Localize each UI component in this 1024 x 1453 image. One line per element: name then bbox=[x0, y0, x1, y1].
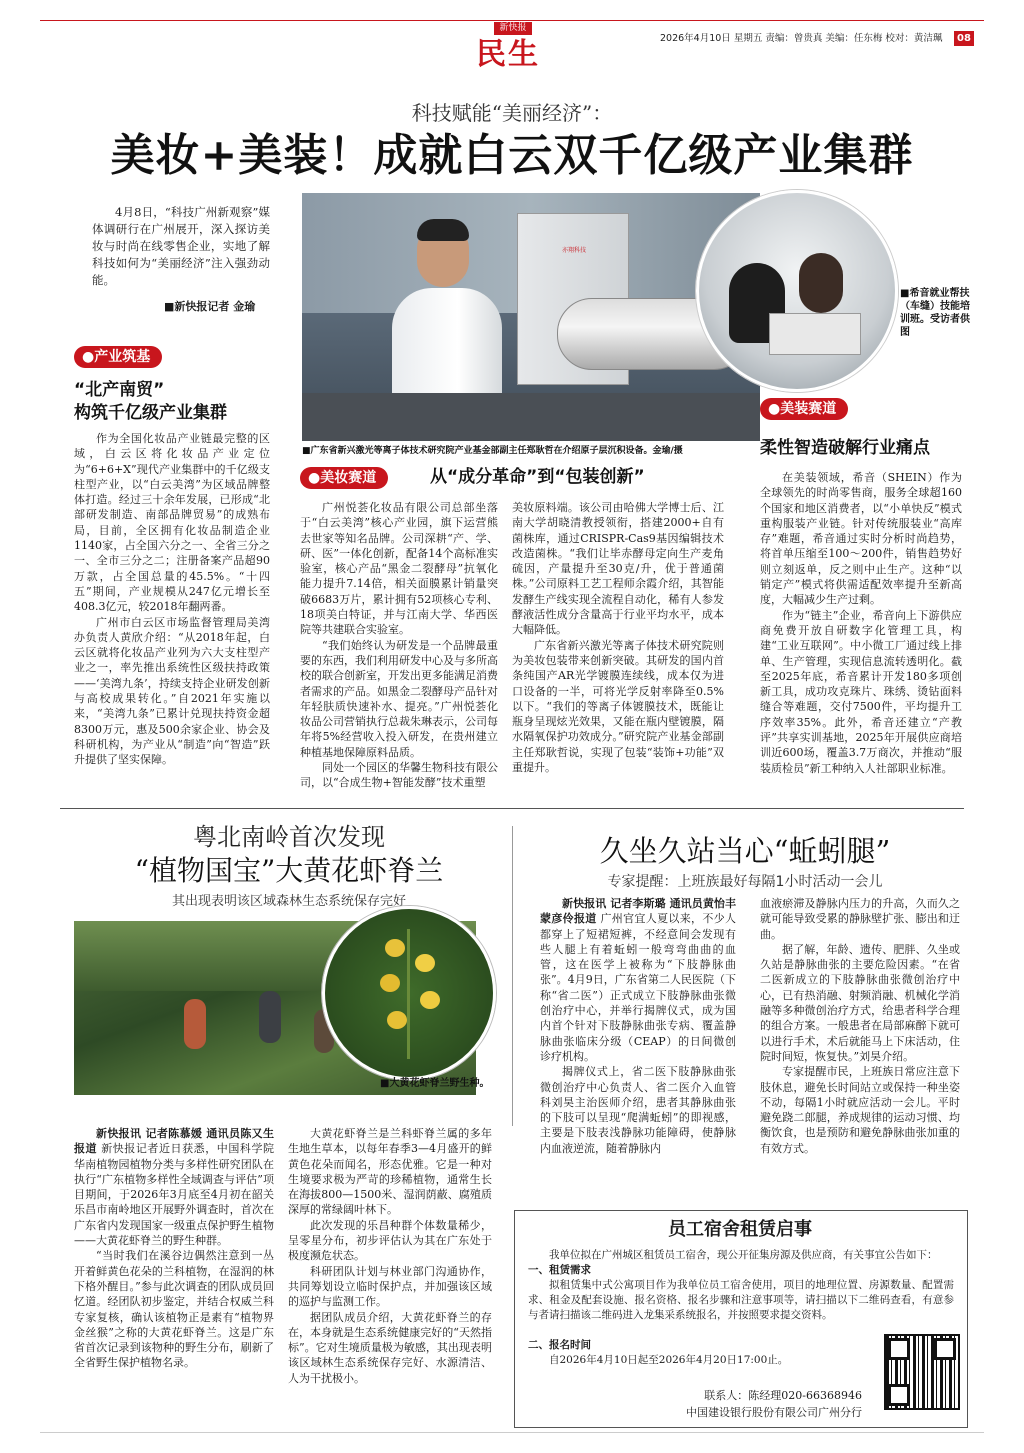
orchid-title-1: 粤北南岭首次发现 bbox=[193, 823, 385, 851]
orchid-stem bbox=[407, 929, 410, 1059]
orchid-bloom-2 bbox=[415, 954, 435, 972]
notice-contact: 联系人：陈经理020-66368946 bbox=[704, 1389, 862, 1402]
lab-floor bbox=[302, 393, 760, 441]
legs-title: 久坐久站当心“蚯蚓腿” bbox=[599, 834, 891, 868]
legs-col-2: 血液瘀滞及静脉内压力的升高，久而久之就可能导致受累的静脉壁扩张、膨出和迂曲。 据了解，年龄、遗传、肥胖、久坐或久站是静脉曲张的主要危险因素。“在省二医新成立的下肢静脉曲张微创治疗中心，已有热消融、射频消融、机械化学消融等多种微创治疗方式，给患者科学合理的组合方案。一般患者在局部麻醉下就可以进行手术，术后就能马上下床活动，住院时间短，恢复快。”刘昊介绍。 专家提醒市民，上班族日常应注意下肢休息，避免长时间站立或保持一种坐姿不动，每隔1小时就应活动一会儿。平时避免跷二郎腿，养成规律的运动习惯、均衡饮食，也是预防和避免静脉曲张加重的有效方式。 bbox=[760, 897, 960, 1155]
section-name: 民生 bbox=[476, 37, 540, 72]
sec3-title: 柔性智造破解行业痛点 bbox=[760, 438, 930, 458]
sec2-col-1: 广州悦荟化妆品有限公司总部坐落于“白云美湾”核心产业园，旗下运营熊去世家等知名品牌。公司深耕“产、学、研、医”一体化创新，配备14个高标准实验室，核心产品“黑金二裂酵母”抗氧化能力提升7.14倍，相关面膜累计销量突破6683万片，累计拥有52项核心专利、18项美白特证，并与江南大学、华西医院等共建联合实验室。 “我们始终认为研发是一个品牌最重要的东西，我们利用研发中心及与多所高校的联合创新室，开发出更多能满足消费者需求的产品。如黑金二裂酵母产品针对年轻肤质快速补水、提亮。”广州悦荟化妆品公司营销执行总裁朱琳表示，公司每年将5%经营收入投入研发，在贵州建立种植基地保障原料品质。 同处一个园区的华馨生物科技有限公司，以“合成生物+智能发酵”技术重塑 bbox=[300, 501, 498, 790]
frame-bottom-line bbox=[40, 1432, 984, 1433]
notice-qr-code[interactable] bbox=[884, 1334, 960, 1410]
photo-side-caption: ■希音就业帮扶（车缝）技能培训班。受访者供图 bbox=[900, 288, 970, 338]
orchid-bloom-1 bbox=[385, 939, 405, 957]
orchid-byline: 新快报讯 记者陈慕媛 通讯员陈又生报道 bbox=[74, 1127, 274, 1156]
frame-top-line bbox=[40, 20, 984, 21]
qr-finder-bl bbox=[888, 1384, 910, 1406]
sec1-body: 作为全国化妆品产业链最完整的区域，白云区将化妆品产业定位为“6+6+X”现代产业集群中的千亿级支柱型产业，以“白云美湾”为区域品牌整体打造。经过三十余年发展，已形成“北部研发制造、南部品牌贸易”的成熟布局，目前，全区拥有化妆品制造企业1140家，占全国六分之一、全省三分之一、全市三分之二；注册备案产品超90万款，占全国总量的45.5%。“十四五”期间，产业规模从247亿元增长至408.3亿元，较2018年翻两番。 广州市白云区市场监督管理局美湾办负责人黄欣介绍：“从2018年起，白云区就将化妆品产业列为六大支柱型产业之一，率先推出系统性区级扶持政策——‘美湾九条’，持续支持企业研发创新与高校成果转化。”自2021年实施以来，“美湾九条”已累计兑现扶持资金超8300万元，惠及500余家企业、协会及科研机构，为产业从“制造”向“智造”跃升提供了坚实保障。 bbox=[74, 432, 270, 767]
orchid-bloom-3 bbox=[380, 974, 400, 992]
legs-para-1: 广州官宜人夏以来，不少人都穿上了短裙短裤，不经意间会发现有些人腿上有着蚯蚓一般弯弯曲曲的血管，这在医学上被称为“下肢静脉曲张”。4月9日，广东省第二人民医院（下称“省二医”）正式成立下肢静脉曲张微创治疗中心，并举行揭牌仪式，成为国内首个针对下肢静脉曲张专病、覆盖静脉曲张临床分级（CEAP）的日间微创诊疗机构。 bbox=[540, 912, 737, 1063]
page-number: 08 bbox=[954, 31, 974, 46]
orchid-para-1: 新快报记者近日获悉，中国科学院华南植物园植物分类与多样性研究团队在执行“广东植物多样性全域调查与评估”项目期间，于2026年3月底至4月初在韶关乐昌市南岭地区开展野外调查时，首次在广东省内发现国家一级重点保护野生植物——大黄花虾脊兰的野生种群。 bbox=[74, 1142, 275, 1248]
trainee-2 bbox=[799, 253, 843, 313]
photo-main-caption: ■广东省新兴激光等离子体技术研究院产业基金部副主任郑耿哲在介绍原子层沉积设备。金瑜/摄 bbox=[302, 446, 683, 456]
divider-mid bbox=[60, 808, 964, 809]
lead-intro: 4月8日，“科技广州新观察”媒体调研行在广州展开，深入探访美妆与时尚在线零售企业，实地了解科技如何为“美丽经济”注入强劲动能。 bbox=[92, 205, 270, 287]
orchid-title-2: “植物国宝”大黄花虾脊兰 bbox=[134, 854, 444, 887]
legs-col-1: 新快报讯 记者李斯璐 通讯员黄怡丰 蒙彦伶报道 广州官宜人夏以来，不少人都穿上了短裙短裤，不经意间会发现有些人腿上有着蚯蚓一般弯弯曲曲的血管，这在医学上被称为“下肢静脉曲张”。4月9日，广东省第二人民医院（下称“省二医”）正式成立下肢静脉曲张微创治疗中心，并举行揭牌仪式，成为国内首个针对下肢静脉曲张专病、覆盖静脉曲张临床分级（CEAP）的日间微创诊疗机构。 揭牌仪式上，省二医下肢静脉曲张微创治疗中心负责人、省二医介入血管科刘昊主治医师介绍，患者其静脉曲张的下肢可以呈现“爬满蚯蚓”的即视感，主要是下肢表浅静脉功能障碍，使静脉内血液逆流，随着静脉内 bbox=[540, 897, 737, 1155]
section-badge: 新快报 bbox=[494, 22, 532, 35]
lead-headline: 美妆+美装！成就白云双千亿级产业集群 bbox=[110, 130, 914, 181]
notice-dates: 二、报名时间 自2026年4月10日起至2026年4月20日17:00止。 bbox=[528, 1339, 789, 1366]
researcher-2 bbox=[259, 991, 281, 1043]
lead-kicker: 科技赋能“美丽经济”： bbox=[411, 101, 613, 125]
notice-body: 我单位拟在广州城区租赁员工宿舍，现公开征集房源及供应商，有关事宜公告如下： 一、租赁需求 拟租赁集中式公寓项目作为我单位员工宿舍使用，项目的地理位置、房源数量、配置需求、租金及配套设施、报名资格、报名步骤和注意事项等，请扫描以下二维码查看，有意参与者请扫描该二维码进入龙集采系统报名，并按照要求提交资料。 bbox=[528, 1249, 954, 1321]
sec2-col-2: 美妆原料端。该公司由哈佛大学博士后、江南大学胡晓清教授领衔，搭建2000+自有菌株库，通过CRISPR-Cas9基因编辑技术改造菌株。“我们让毕赤酵母定向生产麦角硫因，产量提升至30克/升，优于普通菌株。”公司原料工艺工程师余霞介绍，其智能发酵生产线实现全流程自动化，稀有人参发酵液活性成分含量高于行业平均水平，成本大幅降低。 广东省新兴激光等离子体技术研究院则为美妆包装带来创新突破。其研发的国内首条纯国产AR光学镀膜连续线，成本仅为进口设备的一半，可将光学反射率降至0.5%以下。“我们的等离子体镀膜技术，既能让瓶身呈现炫光效果，又能在瓶内壁镀膜，隔水隔氧保护功效成分。”研究院产业基金部副主任郑耿哲说，实现了包装“装饰+功能”双重提升。 bbox=[512, 501, 724, 775]
machine-logo: 亦翔科技 bbox=[561, 247, 586, 254]
presenter-hair bbox=[417, 219, 469, 241]
photo-lab-equipment bbox=[302, 193, 760, 441]
sec2-title: 从“成分革命”到“包装创新” bbox=[430, 467, 645, 487]
lead-byline: ■新快报记者 金瑜 bbox=[164, 300, 256, 313]
sec3-body: 在美装领域，希音（SHEIN）作为全球领先的时尚零售商，服务全球超160个国家和地区消费者，以“小单快反”模式重构服装产业链。针对传统服装业“高库存”难题，希音通过实时分析时尚趋势，将首单压缩至100～200件，销售趋势好则立刻返单，反之则中止生产。这种“以销定产”模式将供需适配效率提升至新高度，大幅减少生产过剩。 作为“链主”企业，希音向上下游供应商免费开放自研数字化管理工具，构建“工业互联网”。中小微工厂通过线上排单、生产管理，实现信息流转透明化。截至2025年底，希音累计开发180多项创新工具，成功攻克珠片、珠绣、烫钻面料缝合等难题，交付7500件，平均提升工序效率35%。此外，希音还建立“产教评”共享实训基地，2025年开展供应商培训近600场，覆盖3.7万商次，并推动“服装质检员”新工种纳入人社部职业标准。 bbox=[760, 471, 962, 775]
sewing-machine bbox=[769, 313, 861, 355]
notice-org: 中国建设银行股份有限公司广州分行 bbox=[686, 1406, 862, 1419]
orchid-col-2: 大黄花虾脊兰是兰科虾脊兰属的多年生地生草本，以每年春季3—4月盛开的鲜黄色花朵而闻名，形态优雅。它是一种对生境要求极为严苛的珍稀植物，通常生长在海拔800—1500米、湿润荫蔽、腐殖质深厚的常绿阔叶林下。 此次发现的乐昌种群个体数量稀少，呈零星分布，初步评估认为其在广东处于极度濒危状态。 科研团队计划与林业部门沟通协作，共同筹划设立临时保护点，并加强该区域的巡护与监测工作。 据团队成员介绍，大黄花虾脊兰的存在，本身就是生态系统健康完好的“天然指标”。它对生境质量极为敏感，其出现表明该区域林生态系统保存完好、水源清洁、人为干扰极小。 bbox=[288, 1127, 492, 1385]
photo-orchid-flower bbox=[322, 906, 496, 1080]
orchid-subtitle: 其出现表明该区域森林生态系统保存完好 bbox=[171, 894, 406, 909]
orchid-bloom-4 bbox=[420, 991, 440, 1009]
sec1-title-2: 构筑千亿级产业集群 bbox=[74, 403, 227, 423]
tag-cosmetics-track: ●美妆赛道 bbox=[300, 467, 388, 489]
sec1-title-1: “北产南贸” bbox=[74, 380, 165, 400]
page-info: 2026年4月10日 星期五 责编：曾贵真 美编：任东梅 校对：黄洁珮 bbox=[660, 33, 943, 44]
photo-sewing-training bbox=[696, 190, 898, 392]
qr-finder-tr bbox=[934, 1338, 956, 1360]
orchid-col-1: 新快报讯 记者陈慕媛 通讯员陈又生报道 新快报记者近日获悉，中国科学院华南植物园植物分类与多样性研究团队在执行“广东植物多样性全域调查与评估”项目期间，于2026年3月底至4月初在韶关乐昌市南岭地区开展野外调查时，首次在广东省内发现国家一级重点保护野生植物——大黄花虾脊兰的野生种群。 “当时我们在溪谷边偶然注意到一丛开着鲜黄色花朵的兰科植物，在湿润的林下格外醒目。”参与此次调查的团队成员回忆道。经团队初步鉴定，并结合权威兰科专家复核，确认该植物正是素有“植物界金丝猴”之称的大黄花虾脊兰。这是广东省首次记录到该物种的野生分布，刷新了全省野生保护植物名录。 bbox=[74, 1127, 275, 1370]
researcher-1 bbox=[184, 999, 206, 1049]
tag-apparel-track: ●美装赛道 bbox=[760, 398, 848, 420]
legs-subtitle: 专家提醒：上班族最好每隔1小时活动一会儿 bbox=[607, 874, 883, 890]
orchid-caption: ■大黄花虾脊兰野生种。 bbox=[380, 1078, 490, 1089]
orchid-bloom-5 bbox=[387, 1011, 407, 1029]
qr-finder-tl bbox=[888, 1338, 910, 1360]
divider-vertical bbox=[512, 826, 513, 1126]
tag-industry-base: ●产业筑基 bbox=[74, 346, 162, 368]
notice-title: 员工宿舍租赁启事 bbox=[668, 1219, 812, 1240]
legs-byline: 新快报讯 记者李斯璐 通讯员黄怡丰 蒙彦伶报道 bbox=[540, 897, 736, 926]
